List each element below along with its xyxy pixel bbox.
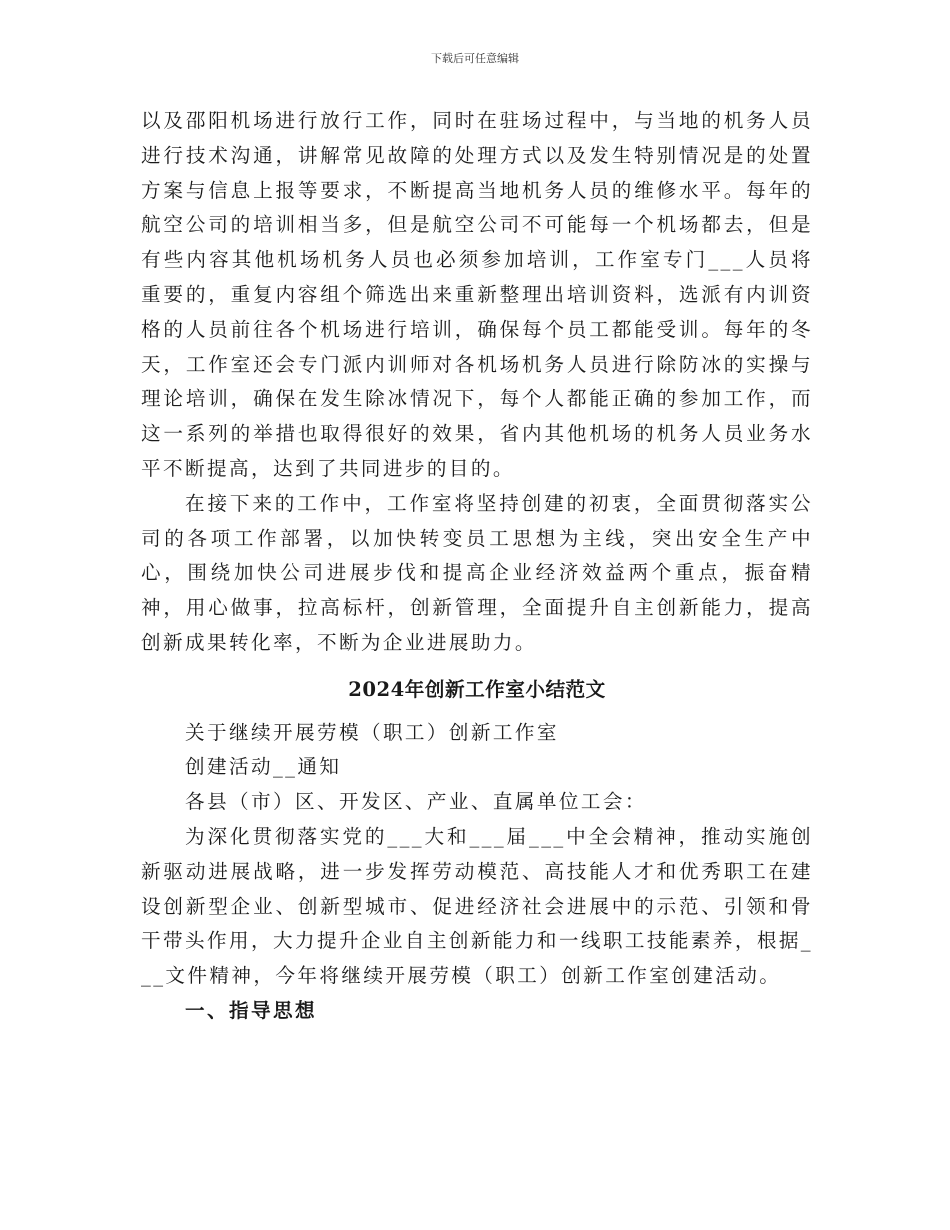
- document-body: [141, 104, 813, 1029]
- notice-title-line-1: 关于继续开展劳模（职工）创新工作室: [185, 720, 559, 744]
- notice-title-line-2: 创建活动__通知: [185, 755, 342, 779]
- section-title: 2024年创新工作室小结范文: [348, 677, 606, 701]
- paragraph-continuation: 以及邵阳机场进行放行工作，同时在驻场过程中，与当地的机务人员进行技术沟通，讲解常见故障的处理方式以及发生特别情况是的处置方案与信息上报等要求，不断提高当地机务人员的维修水平。每年的航空公司的培训相当多，但是航空公司不可能每一个机场都去，但是有些内容其他机场机务人员也必须参加培训，工作室专门___人员将重要的，重复内容组个筛选出来重新整理出培训资料，选派有内训资格的人员前往各个机场进行培训，确保每个员工都能受训。每年的冬天，工作室还会专门派内训师对各机场机务人员进行除防冰的实操与理论培训，确保在发生除冰情况下，每个人都能正确的参加工作，而这一系列的举措也取得很好的效果，省内其他机场的机务人员业务水平不断提高，达到了共同进步的目的。: [141, 109, 813, 480]
- heading-guiding-ideology: 一、指导思想: [185, 998, 317, 1022]
- page-header: 下载后可任意编辑: [431, 52, 519, 65]
- paragraph-future-work: 在接下来的工作中，工作室将坚持创建的初衷，全面贯彻落实公司的各项工作部署，以加快转变员工思想为主线，突出安全生产中心，围绕加快公司进展步伐和提高企业经济效益两个重点，振奋精神，用心做事，拉高标杆，创新管理，全面提升自主创新能力，提高创新成果转化率，不断为企业进展助力。: [141, 491, 813, 654]
- paragraph-purpose: 为深化贯彻落实党的___大和___届___中全会精神，推动实施创新驱动进展战略，进一步发挥劳动模范、高技能人才和优秀职工在建设创新型企业、创新型城市、促进经济社会进展中的示范、引领和骨干带头作用，大力提升企业自主创新能力和一线职工技能素养，根据___文件精神，今年将继续开展劳模（职工）创新工作室创建活动。: [141, 824, 814, 988]
- addressee-line: 各县（市）区、开发区、产业、直属单位工会：: [185, 790, 647, 814]
